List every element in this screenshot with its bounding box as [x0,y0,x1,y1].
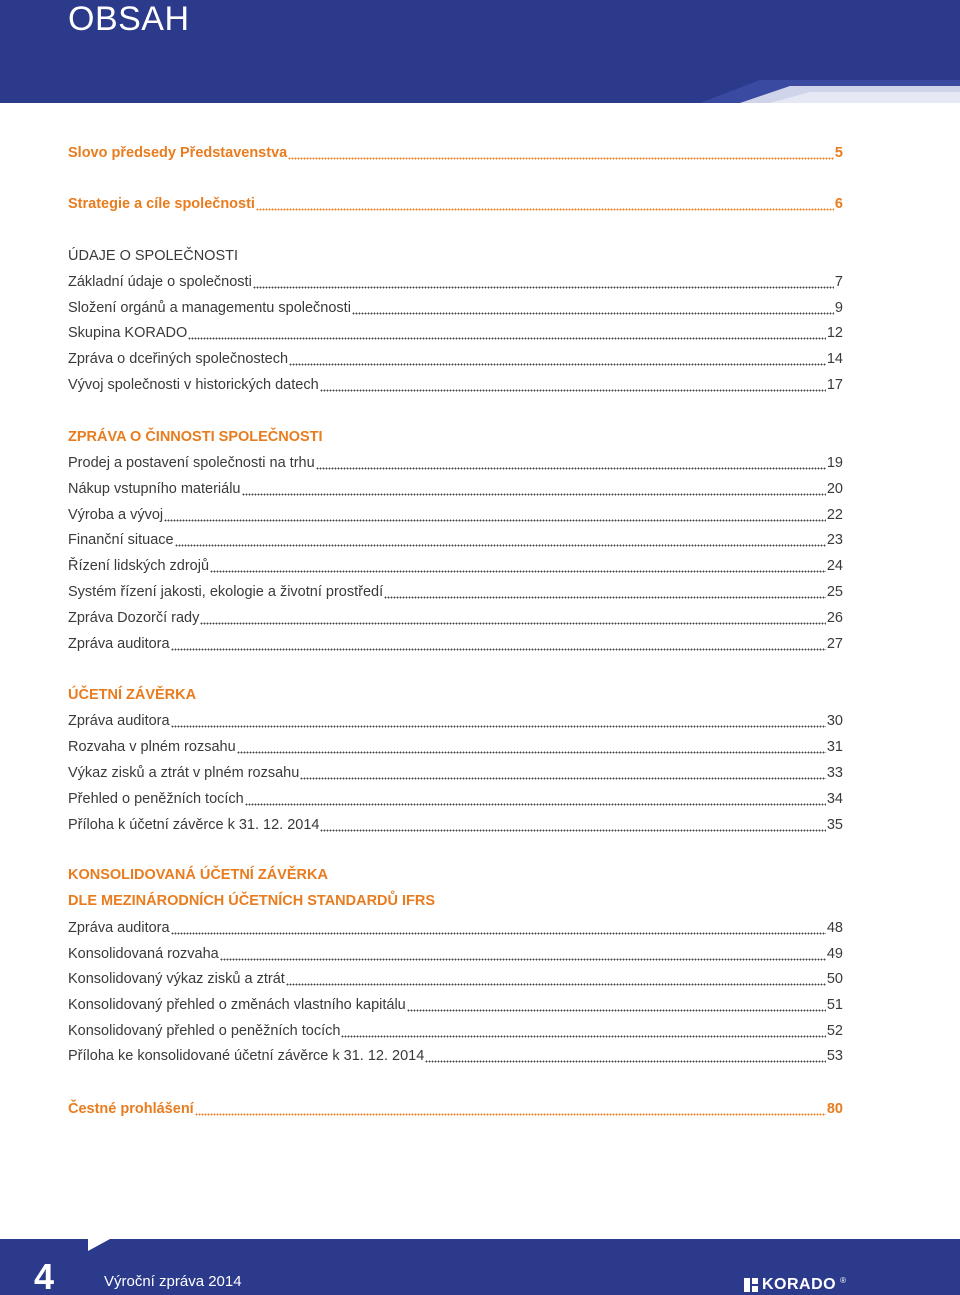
toc-entry[interactable] [68,608,843,628]
page-title: OBSAH [68,0,190,38]
toc-entry-page: 14 [826,351,843,367]
dot-leader [220,944,826,964]
toc-entry-page: 6 [834,196,843,212]
toc-entry-page: 17 [826,377,843,393]
dot-leader [289,349,826,369]
toc-entry-label: Řízení lidských zdrojů [68,558,210,574]
toc-entry-page: 33 [826,765,843,781]
toc-entry[interactable] [68,1046,843,1066]
toc-entry-label: Konsolidovaný přehled o změnách vlastního kapitálu [68,997,406,1013]
toc-entry[interactable] [68,298,843,318]
dot-leader [286,969,826,989]
toc-entry-label: Konsolidovaná rozvaha [68,946,219,962]
toc-entry-label: Zpráva auditora [68,920,170,936]
toc-entry[interactable] [68,556,843,576]
toc-entry[interactable] [68,582,843,602]
toc-entry-label: Vývoj společnosti v historických datech [68,377,319,393]
toc-entry-page: 7 [834,274,843,290]
toc-entry-page: 27 [826,636,843,652]
toc-entry-page: 48 [826,920,843,936]
dot-leader [175,530,826,550]
toc-entry-strategy[interactable] [68,194,843,214]
toc-entry[interactable] [68,1021,843,1041]
toc-entry[interactable] [68,763,843,783]
toc-entry-page: 53 [826,1048,843,1064]
dot-leader [242,479,826,499]
toc-entry-page: 49 [826,946,843,962]
toc-entry-page: 35 [826,817,843,833]
toc-entry[interactable] [68,789,843,809]
toc-entry[interactable] [68,530,843,550]
toc-entry[interactable] [68,711,843,731]
toc-entry-page: 50 [826,971,843,987]
dot-leader [245,789,826,809]
dot-leader [288,143,834,163]
dot-leader [171,634,826,654]
page-header [0,0,960,103]
toc-entry-label: Výroba a vývoj [68,507,164,523]
section-heading-consolidated: KONSOLIDOVANÁ ÚČETNÍ ZÁVĚRKA [68,867,328,883]
toc-entry-label: Příloha ke konsolidované účetní závěrce k 31. 12. 2014 [68,1048,425,1064]
section-heading-activity-report: ZPRÁVA O ČINNOSTI SPOLEČNOSTI [68,429,323,445]
toc-entry-page: 19 [826,455,843,471]
dot-leader [164,505,826,525]
dot-leader [200,608,826,628]
toc-entry-page: 5 [834,145,843,161]
toc-entry[interactable] [68,995,843,1015]
toc-entry-page: 30 [826,713,843,729]
toc-entry-page: 31 [826,739,843,755]
toc-entry-label: Prodej a postavení společnosti na trhu [68,455,315,471]
toc-entry-label: Základní údaje o společnosti [68,274,252,290]
toc-entry[interactable] [68,815,843,835]
toc-entry[interactable] [68,323,843,343]
toc-entry[interactable] [68,505,843,525]
toc-entry[interactable] [68,918,843,938]
dot-leader [210,556,826,576]
toc-entry-page: 34 [826,791,843,807]
toc-entry-page: 26 [826,610,843,626]
dot-leader [407,995,826,1015]
toc-entry-page: 51 [826,997,843,1013]
toc-entry-label: Konsolidovaný přehled o peněžních tocích [68,1023,341,1039]
toc-entry-label: Zpráva auditora [68,636,170,652]
korado-logo [744,1276,846,1294]
toc-entry-label: Rozvaha v plném rozsahu [68,739,236,755]
dot-leader [425,1046,826,1066]
dot-leader [171,711,826,731]
dot-leader [195,1099,826,1119]
toc-entry[interactable] [68,969,843,989]
toc-entry-label: Slovo předsedy Představenstva [68,145,288,161]
dot-leader [384,582,826,602]
section-heading-ifrs: DLE MEZINÁRODNÍCH ÚČETNÍCH STANDARDŮ IFRS [68,893,436,909]
dot-leader [300,763,826,783]
dot-leader [256,194,834,214]
toc-entry[interactable] [68,479,843,499]
toc-entry-page: 80 [826,1101,843,1117]
toc-entry[interactable] [68,453,843,473]
toc-entry-label: Nákup vstupního materiálu [68,481,241,497]
toc-entry-label: Čestné prohlášení [68,1101,194,1117]
dot-leader [237,737,826,757]
dot-leader [253,272,834,292]
page-footer [0,1239,960,1295]
section-heading-company-data: ÚDAJE O SPOLEČNOSTI [68,248,239,264]
toc-entry-label: Příloha k účetní závěrce k 31. 12. 2014 [68,817,320,833]
page-number: 4 [33,1256,55,1295]
toc-entry-page: 23 [826,532,843,548]
section-heading-financial-statements: ÚČETNÍ ZÁVĚRKA [68,687,197,703]
toc-entry-label: Zpráva auditora [68,713,170,729]
dot-leader [320,815,825,835]
toc-entry-page: 22 [826,507,843,523]
toc-entry-label: Skupina KORADO [68,325,188,341]
korado-logo-text: KORADO [761,1276,837,1293]
dot-leader [188,323,826,343]
toc-entry[interactable] [68,375,843,395]
dot-leader [171,918,826,938]
toc-entry-page: 20 [826,481,843,497]
toc-entry-label: Strategie a cíle společnosti [68,196,255,212]
toc-entry-label: Přehled o peněžních tocích [68,791,244,807]
publication-title: Výroční zpráva 2014 [104,1273,242,1290]
toc-entry-label: Zpráva o dceřiných společnostech [68,351,289,367]
page-number-box [0,1239,88,1295]
toc-entry[interactable] [68,634,843,654]
toc-entry-page: 24 [826,558,843,574]
toc-entry-page: 52 [826,1023,843,1039]
registered-mark: ® [840,1276,846,1285]
toc-entry-chairman-letter[interactable] [68,143,843,163]
dot-leader [316,453,826,473]
toc-entry[interactable] [68,737,843,757]
toc-entry[interactable] [68,944,843,964]
dot-leader [352,298,834,318]
toc-entry-label: Systém řízení jakosti, ekologie a životní prostředí [68,584,384,600]
toc-entry[interactable] [68,272,843,292]
korado-logo-icon [744,1278,758,1292]
toc-entry-label: Složení orgánů a managementu společnosti [68,300,351,316]
toc-entry-label: Zpráva Dozorčí rady [68,610,200,626]
toc-entry-page: 9 [834,300,843,316]
toc-entry-page: 25 [826,584,843,600]
dot-leader [320,375,826,395]
toc-entry-label: Konsolidovaný výkaz zisků a ztrát [68,971,285,987]
toc-entry-label: Finanční situace [68,532,174,548]
toc-entry[interactable] [68,349,843,369]
toc-entry-page: 12 [826,325,843,341]
toc-entry-declaration[interactable] [68,1099,843,1119]
dot-leader [341,1021,825,1041]
toc-entry-label: Výkaz zisků a ztrát v plném rozsahu [68,765,300,781]
